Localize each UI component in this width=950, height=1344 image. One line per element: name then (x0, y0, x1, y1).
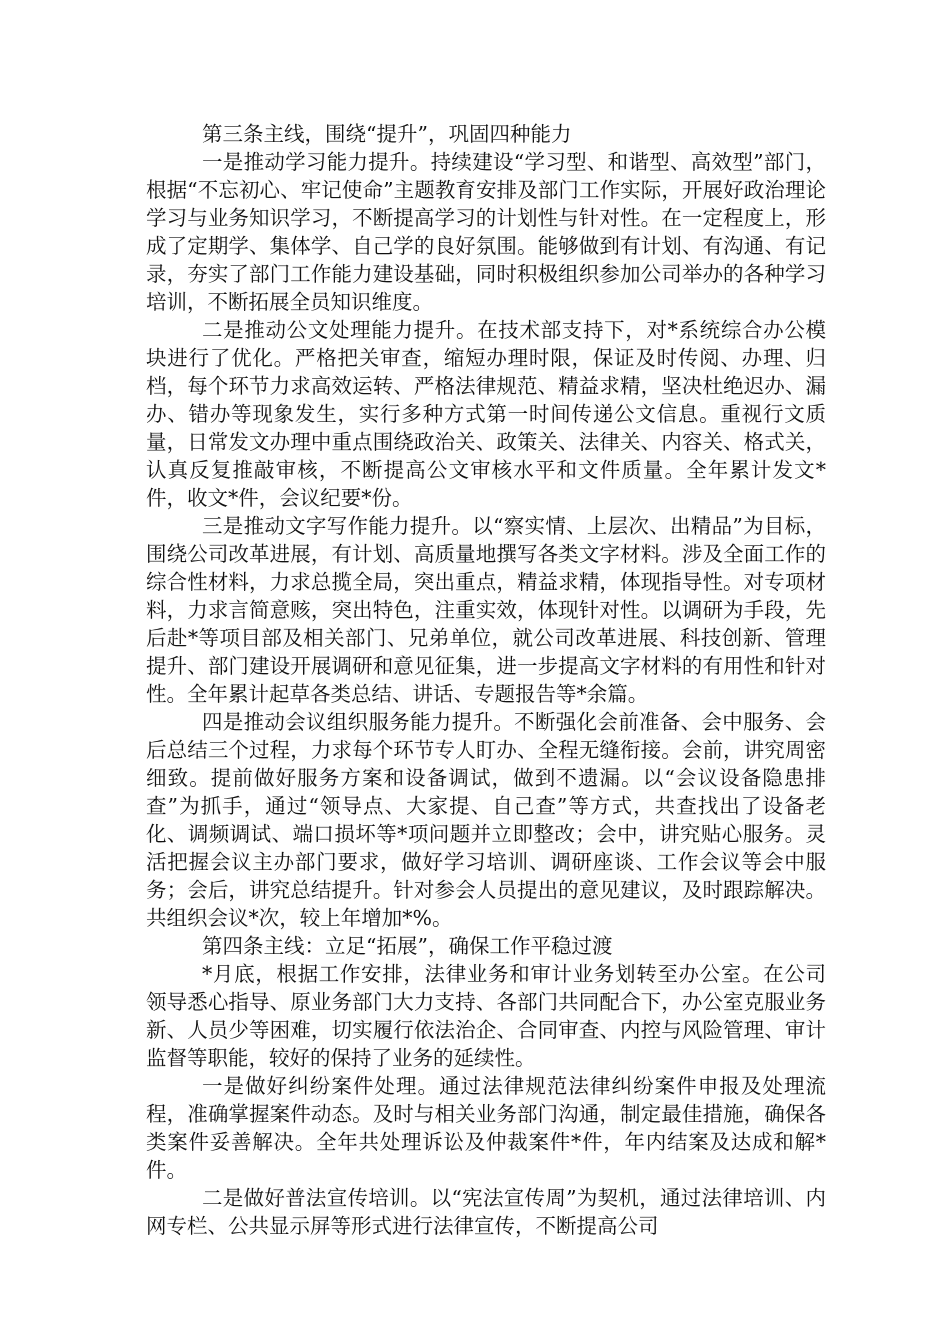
document-body (146, 120, 826, 1240)
paragraph-document-processing: 二是推动公文处理能力提升。在技术部支持下，对*系统综合办公模块进行了优化。严格把关审查，缩短办理时限，保证及时传阅、办理、归档，每个环节力求高效运转、严格法律规范、精益求精，坚决杜绝迟办、漏办、错办等现象发生，实行多种方式第一时间传递公文信息。重视行文质量，日常发文办理中重点围绕政治关、政策关、法律关、内容关、格式关，认真反复推敲审核，不断提高公文审核水平和文件质量。全年累计发文*件，收文*件，会议纪要*份。 (146, 318, 826, 510)
paragraph-dispute-cases: 一是做好纠纷案件处理。通过法律规范法律纠纷案件申报及处理流程，准确掌握案件动态。及时与相关业务部门沟通，制定最佳措施，确保各类案件妥善解决。全年共处理诉讼及仲裁案件*件，年内结案及达成和解*件。 (146, 1074, 826, 1182)
section-heading-3: 第三条主线，围绕“提升”，巩固四种能力 (202, 122, 572, 146)
paragraph-writing-ability: 三是推动文字写作能力提升。以“察实情、上层次、出精品”为目标，围绕公司改革进展，有计划、高质量地撰写各类文字材料。涉及全面工作的综合性材料，力求总揽全局，突出重点，精益求精，体现指导性。对专项材料，力求言简意赅，突出特色，注重实效，体现针对性。以调研为手段，先后赴*等项目部及相关部门、兄弟单位，就公司改革进展、科技创新、管理提升、部门建设开展调研和意见征集，进一步提高文字材料的有用性和针对性。全年累计起草各类总结、讲话、专题报告等*余篇。 (146, 514, 826, 706)
paragraph-legal-publicity: 二是做好普法宣传培训。以“宪法宣传周”为契机，通过法律培训、内网专栏、公共显示屏等形式进行法律宣传，不断提高公司 (146, 1186, 826, 1238)
paragraph-study-ability: 一是推动学习能力提升。持续建设“学习型、和谐型、高效型”部门，根据“不忘初心、牢记使命”主题教育安排及部门工作实际，开展好政治理论学习与业务知识学习，不断提高学习的计划性与针对性。在一定程度上，形成了定期学、集体学、自己学的良好氛围。能够做到有计划、有沟通、有记录，夯实了部门工作能力建设基础，同时积极组织参加公司举办的各种学习培训，不断拓展全员知识维度。 (146, 150, 826, 314)
paragraph-meeting-service: 四是推动会议组织服务能力提升。不断强化会前准备、会中服务、会后总结三个过程，力求每个环节专人盯办、全程无缝衔接。会前，讲究周密细致。提前做好服务方案和设备调试，做到不遗漏。以“会议设备隐患排查”为抓手，通过“领导点、大家提、自己查”等方式，共查找出了设备老化、调频调试、端口损坏等*项问题并立即整改；会中，讲究贴心服务。灵活把握会议主办部门要求，做好学习培训、调研座谈、工作会议等会中服务；会后，讲究总结提升。针对参会人员提出的意见建议，及时跟踪解决。共组织会议*次，较上年增加*%。 (146, 710, 826, 930)
paragraph-business-transfer: *月底，根据工作安排，法律业务和审计业务划转至办公室。在公司领导悉心指导、原业务部门大力支持、各部门共同配合下，办公室克服业务新、人员少等困难，切实履行依法治企、合同审查、内控与风险管理、审计监督等职能，较好的保持了业务的延续性。 (146, 962, 826, 1070)
section-heading-4: 第四条主线：立足“拓展”，确保工作平稳过渡 (202, 934, 613, 958)
